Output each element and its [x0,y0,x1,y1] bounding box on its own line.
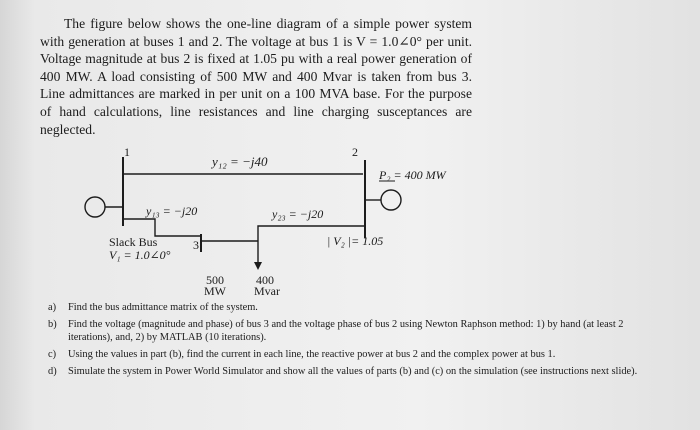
y13-label: y₁₃ = −j20 [146,204,198,218]
question-c [48,349,648,362]
bus-3-number: 3 [193,238,199,252]
generator-2-symbol [381,190,401,210]
load-arrow-icon [254,262,262,270]
v2-label: | V₂ |= 1.05 [327,234,384,248]
question-text: Simulate the system in Power World Simulator and show all the values of parts (b) and (c) on the simulation (see instructions next slide). [68,366,638,378]
y23-label: y₂₃ = −j20 [272,207,324,221]
line-1-3 [123,219,201,236]
question-d [48,366,648,379]
bus-2-number: 2 [352,145,358,159]
question-text: Find the voltage (magnitude and phase) of bus 3 and the voltage phase of bus 2 using Newton Raphson method: 1) by hand (at least 2 iterations), and, 2) by MATLAB (10 iterations). [68,319,624,343]
question-label: d) [48,366,57,378]
load-p-unit: MW [204,284,226,298]
question-text: Using the values in part (b), find the current in each line, the reactive power at bus 2 and the complex power at bus 1. [68,348,556,360]
one-line-diagram-svg [0,140,700,300]
problem-statement-text: The figure below shows the one-line diagram of a simple power system with generation at buses 1 and 2. The voltage at bus 1 is V = 1.0∠0° per unit. Voltage magnitude at bus 2 is fixed at 1.05 pu with a real power generation of 400 MW. A load consisting of 500 MW and 400 Mvar is taken from bus 3. Line admittances are marked in per unit on a 100 MVA base. For the purpose of hand calculations, line resistances and line charging susceptances are neglected. [40,16,472,137]
generator-1-symbol [85,197,105,217]
slack-bus-label: Slack Bus [109,235,158,249]
question-b [48,319,648,344]
one-line-diagram [0,140,700,300]
y12-label: y₁₂ = −j40 [212,154,268,169]
question-label: b) [48,319,57,331]
v1-label: V₁ = 1.0∠0° [109,248,171,262]
p2-label: P₂ = 400 MW [379,168,446,182]
load-q-unit: Mvar [254,284,280,298]
question-label: c) [48,348,57,360]
load-q-value: 400 [256,273,274,287]
bus-1-number: 1 [124,145,130,159]
question-label: a) [48,302,57,313]
problem-statement [40,15,472,138]
question-a [48,302,648,315]
question-text: Find the bus admittance matrix of the system. [68,302,258,313]
question-list [48,302,648,383]
load-p-value: 500 [206,273,224,287]
